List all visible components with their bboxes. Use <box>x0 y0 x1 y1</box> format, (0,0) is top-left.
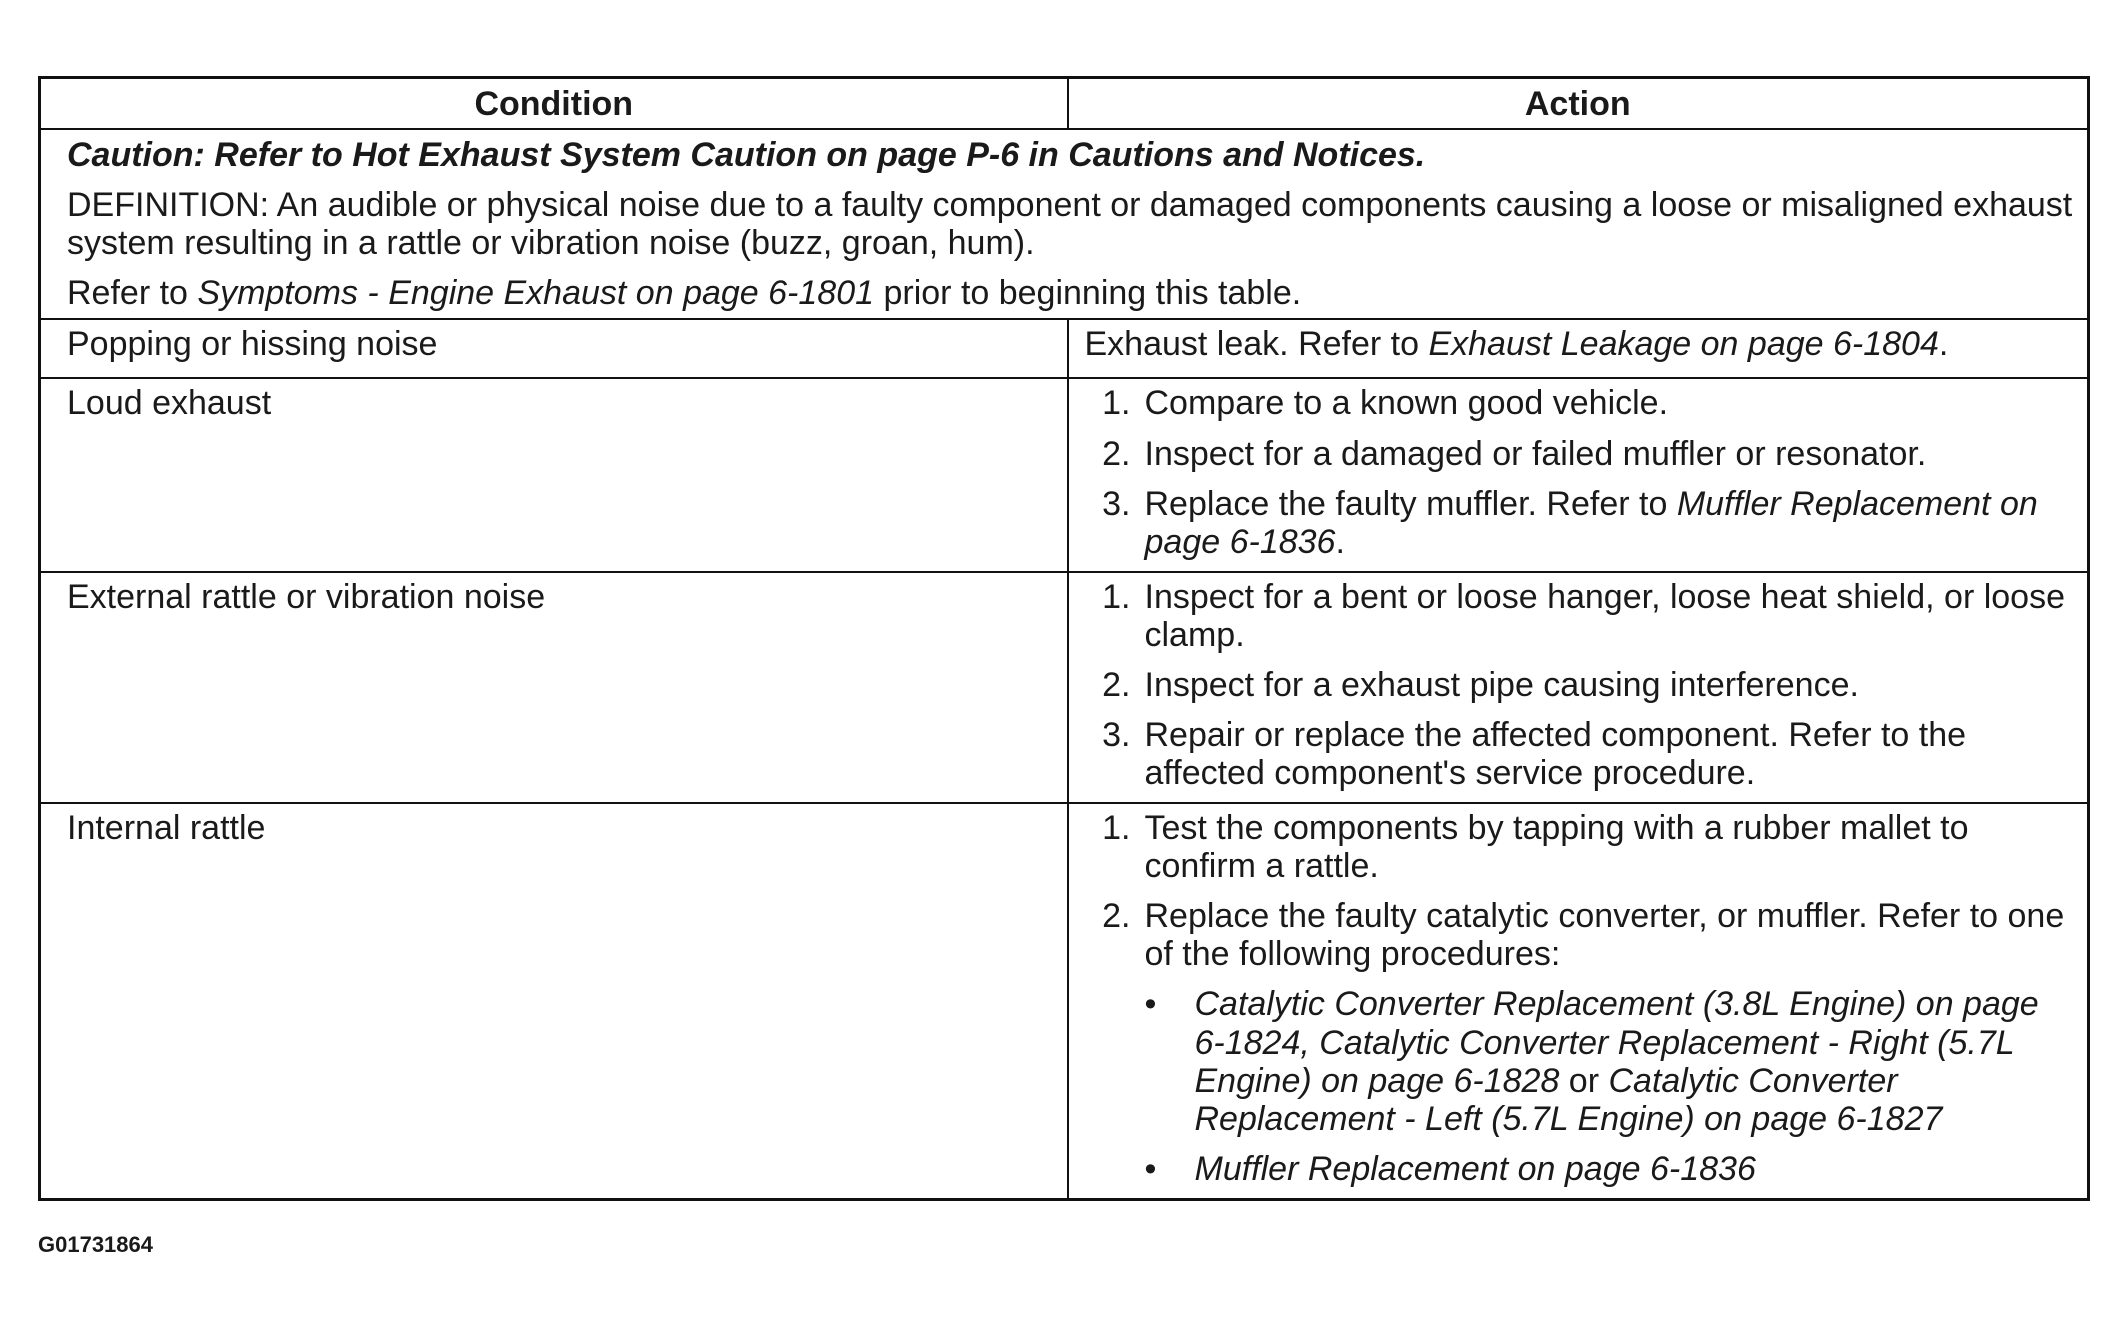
catalytic-converter-left-link[interactable]: Catalytic Converter Replacement - Left (5.7L Engine) on page 6-1827 <box>1194 1061 1943 1138</box>
step-number: 1. <box>1102 577 1131 616</box>
condition-cell: Internal rattle <box>40 803 1068 1199</box>
step-suffix: . <box>1335 522 1345 561</box>
table-row <box>40 572 2089 803</box>
muffler-replacement-link[interactable]: Muffler Replacement on page 6-1836 <box>1194 1149 1756 1188</box>
step-item <box>1085 435 2072 473</box>
condition-header: Condition <box>40 78 1068 130</box>
step-number: 1. <box>1102 809 1131 848</box>
caution-text: Caution: Refer to Hot Exhaust System Caution on page P-6 in Cautions and Notices. <box>67 136 1426 175</box>
action-cell <box>1068 572 2089 803</box>
step-text: Compare to a known good vehicle. <box>1144 384 1669 423</box>
header-row <box>40 78 2089 130</box>
action-prefix: Exhaust leak. Refer to <box>1084 325 1429 364</box>
procedure-joiner: or <box>1559 1061 1609 1100</box>
step-text: Inspect for a bent or loose hanger, loose heat shield, or loose clamp. <box>1144 577 2065 654</box>
step-text: Inspect for a damaged or failed muffler or resonator. <box>1144 434 1927 473</box>
table-row <box>40 803 2089 1199</box>
catalytic-converter-links[interactable]: Catalytic Converter Replacement (3.8L Engine) on page 6-1824, Catalytic Converter Replacement - Right (5.7L Engine) on page 6-1828 <box>1194 985 2039 1100</box>
step-list <box>1085 578 2072 792</box>
step-number: 2. <box>1102 665 1131 704</box>
table-row <box>40 378 2089 571</box>
muffler-replacement-link[interactable]: Muffler Replacement on page 6-1836 <box>1144 484 2038 561</box>
condition-cell: External rattle or vibration noise <box>40 572 1068 803</box>
step-number: 3. <box>1102 484 1131 523</box>
banner-row <box>40 129 2089 319</box>
step-body <box>1145 485 2072 561</box>
step-number: 2. <box>1102 434 1131 473</box>
symptoms-reference-link[interactable]: Symptoms - Engine Exhaust on page 6-1801 <box>197 274 875 313</box>
step-list <box>1085 809 2072 1188</box>
condition-cell: Loud exhaust <box>40 378 1068 571</box>
step-item <box>1085 666 2072 704</box>
exhaust-leakage-link[interactable]: Exhaust Leakage on page 6-1804 <box>1428 325 1939 364</box>
action-cell <box>1068 319 2089 378</box>
step-item <box>1085 384 2072 422</box>
step-item <box>1085 716 2072 792</box>
step-item <box>1085 485 2072 561</box>
action-suffix: . <box>1938 325 1949 364</box>
condition-action-table <box>38 76 2090 1201</box>
step-item <box>1085 809 2072 885</box>
step-item <box>1085 578 2072 654</box>
step-text: Replace the faulty catalytic converter, or muffler. Refer to one of the following procedures: <box>1144 897 2065 974</box>
procedure-body <box>1195 985 2072 1137</box>
step-body <box>1145 897 2072 1188</box>
step-list <box>1085 384 2072 560</box>
step-number: 1. <box>1102 384 1131 423</box>
action-header: Action <box>1068 78 2089 130</box>
procedure-list <box>1145 985 2072 1187</box>
refer-prefix: Refer to <box>67 274 198 313</box>
action-cell <box>1068 378 2089 571</box>
procedure-item <box>1145 985 2072 1137</box>
bullet-icon: • <box>1144 985 1157 1024</box>
procedure-item <box>1145 1150 2072 1188</box>
refer-line <box>67 274 2073 312</box>
condition-cell: Popping or hissing noise <box>40 319 1068 378</box>
bullet-icon: • <box>1144 1149 1157 1188</box>
figure-id: G01731864 <box>38 1232 153 1257</box>
step-text: Repair or replace the affected component. Refer to the affected component's service procedure. <box>1144 716 1967 793</box>
action-cell <box>1068 803 2089 1199</box>
definition-text: DEFINITION: An audible or physical noise due to a faulty component or damaged components causing a loose or misaligned exhaust system resulting in a rattle or vibration noise (buzz, groan, hum). <box>67 186 2073 263</box>
step-number: 3. <box>1102 716 1131 755</box>
step-number: 2. <box>1102 897 1131 936</box>
banner-cell <box>40 129 2089 319</box>
step-text: Test the components by tapping with a rubber mallet to confirm a rattle. <box>1144 809 1969 886</box>
step-text: Inspect for a exhaust pipe causing interference. <box>1144 665 1859 704</box>
step-text: Replace the faulty muffler. Refer to <box>1144 484 1677 523</box>
step-item <box>1085 897 2072 1188</box>
table-row <box>40 319 2089 378</box>
refer-suffix: prior to beginning this table. <box>874 274 1302 313</box>
